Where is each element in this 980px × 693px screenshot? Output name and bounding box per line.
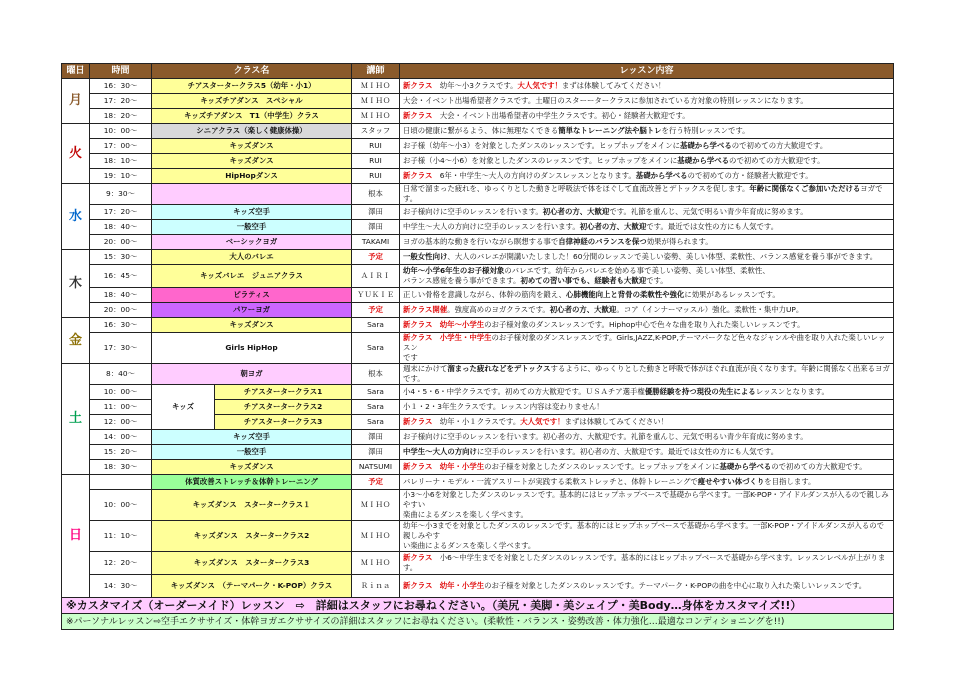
time-cell: 17：00～	[90, 139, 152, 154]
instructor-cell: Sara	[352, 333, 400, 364]
lesson-text: 基礎から学べる	[677, 156, 730, 165]
time-cell: 17：30～	[90, 333, 152, 364]
lesson-text: 週末にかけて	[403, 364, 448, 373]
lesson-description	[400, 364, 894, 385]
footer-personal-lesson: ※パーソナルレッスン⇨空手エクササイズ・体幹ヨガエクササイズの詳細はスタッフにお尋ねください。(柔軟性・バランス・姿勢改善・体力強化…最適なコンディショニングを!!)	[62, 614, 894, 630]
table-row	[62, 109, 894, 124]
instructor-cell: 澤田	[352, 430, 400, 445]
instructor-cell: 予定	[352, 475, 400, 490]
lesson-text: 幼年・小学生	[439, 462, 485, 471]
time-cell: 19：10～	[90, 169, 152, 184]
lesson-text: 小3～小6を対象としたダンスのレッスンです。基本的にはヒップホップベースで基礎から学べます。一部K-POP・アイドルダンスが入るので親しみやすい	[403, 490, 889, 509]
lesson-text: 新クラス	[403, 320, 433, 329]
lesson-text: 新クラス	[403, 111, 433, 120]
lesson-text: 簡単なトレーニング法や脳トレ	[558, 126, 662, 135]
time-cell: 16：45～	[90, 265, 152, 288]
lesson-description	[400, 109, 894, 124]
lesson-text: バレリーナ・モデル・一流アスリートが実践する柔軟ストレッチと、体幹トレーニングで	[403, 477, 698, 486]
lesson-text: のバレエです。幼年からバレエを始める事で美しい姿勢、美しい体型、柔軟性、	[504, 266, 770, 275]
lesson-text: ので初めての方大歓迎です。	[771, 462, 867, 471]
lesson-description	[400, 400, 894, 415]
instructor-cell: TAKAMI	[352, 235, 400, 250]
class-name: チアスタータークラス2	[215, 400, 351, 415]
lesson-description	[400, 169, 894, 184]
day-cell-thu: 木	[62, 250, 90, 318]
time-cell: 20：00～	[90, 235, 152, 250]
lesson-text: 、大人のバレエが開講いたしました！60分間のレッスンで美しい姿勢、美しい体型、柔軟性、バランス感覚を養う事ができます。	[447, 252, 878, 261]
lesson-description	[400, 288, 894, 303]
day-cell-fri: 金	[62, 318, 90, 364]
lesson-description	[400, 235, 894, 250]
lesson-text: 幼年～小学6年生のお子様対象	[403, 266, 505, 275]
class-name: キッズ空手	[152, 430, 352, 445]
lesson-description	[400, 94, 894, 109]
lesson-text: です。最近では女性の方にも人気です。	[646, 222, 779, 231]
class-name: チアスタータークラス5（幼年・小1）	[152, 79, 352, 94]
lesson-text: 効果が得られます。	[646, 237, 713, 246]
lesson-text: 幼年～小3クラスです。	[432, 81, 518, 90]
lesson-text	[432, 462, 439, 471]
time-cell: 14：00～	[90, 430, 152, 445]
day-cell-tue: 火	[62, 124, 90, 184]
instructor-cell: NATSUMI	[352, 460, 400, 475]
time-cell: 18：10～	[90, 154, 152, 169]
lesson-description	[400, 430, 894, 445]
instructor-cell: Sara	[352, 415, 400, 430]
instructor-cell: ＹＵＫＩＥ	[352, 288, 400, 303]
table-row	[62, 169, 894, 184]
lesson-text: 。強度高めのヨガクラスです。	[447, 305, 550, 314]
lesson-text: 大人気です！	[517, 81, 562, 90]
table-row	[62, 154, 894, 169]
table-row	[62, 521, 894, 552]
class-name: ピラティス	[152, 288, 352, 303]
lesson-text: です	[403, 353, 418, 362]
table-row	[62, 94, 894, 109]
lesson-description	[400, 303, 894, 318]
table-row	[62, 475, 894, 490]
class-name	[152, 184, 352, 205]
class-name: キッズチアダンス スペシャル	[152, 94, 352, 109]
lesson-text: 6年・中学生～大人の方向けのダンスレッスンとなります。	[432, 171, 636, 180]
table-row	[62, 364, 894, 385]
class-name: キッズバレエ ジュニアクラス	[152, 265, 352, 288]
lesson-text: のお子様対象のダンスレッスンです。Girls,JAZZ,K-POP,テーマパークなど色々なジャンルや曲を取り入れた楽しいレッスン	[403, 333, 886, 352]
lesson-text: 基礎から学べる	[635, 171, 688, 180]
table-row	[62, 490, 894, 521]
lesson-text: まずは体験してみてください！	[561, 81, 666, 90]
table-row	[62, 575, 894, 598]
time-cell: 12：00～	[90, 415, 152, 430]
instructor-cell: スタッフ	[352, 124, 400, 139]
lesson-text: 小6～中学生までを対象としたダンスのレッスンです。基本的にはヒップホップベースで基礎から学べます。レッスンレベルが上がります。	[403, 553, 886, 572]
time-cell	[90, 475, 152, 490]
lesson-text: ので初めての方大歓迎です。	[731, 141, 828, 150]
class-name: 一般空手	[152, 220, 352, 235]
lesson-text: 幼年～小3までを対象としたダンスのレッスンです。基本的にはヒップホップベースで基礎から学べます。一部K-POP・アイドルダンスが入るので親しみやす	[403, 521, 884, 540]
schedule-table	[61, 63, 894, 630]
class-name: 体質改善ストレッチ＆体幹トレーニング	[152, 475, 352, 490]
instructor-cell: 根本	[352, 364, 400, 385]
lesson-description	[400, 575, 894, 598]
lesson-text: 一般女性向け	[403, 252, 448, 261]
table-row	[62, 250, 894, 265]
lesson-description	[400, 490, 894, 521]
lesson-text: に空手のレッスンを行います。初心者の方、大歓迎です。最近では女性の方にも人気です。	[476, 447, 779, 456]
lesson-description	[400, 385, 894, 400]
lesson-description	[400, 79, 894, 94]
lesson-text: 心肺機能向上と背骨の柔軟性や強化	[566, 290, 685, 299]
time-cell: 18：20～	[90, 109, 152, 124]
lesson-text: ヨガの基本的な動きを行いながら瞑想する事で	[403, 237, 559, 246]
class-name: Girls HipHop	[152, 333, 352, 364]
lesson-text: 溜まった疲れなどをデトックス	[447, 364, 551, 373]
lesson-description	[400, 154, 894, 169]
class-name: キッズダンス	[152, 154, 352, 169]
time-cell: 20：00～	[90, 303, 152, 318]
class-name: シニアクラス（楽しく健康体操）	[152, 124, 352, 139]
lesson-text: 年齢に関係なくご参加いただける	[749, 184, 861, 193]
lesson-text: 基礎から学べる	[679, 141, 732, 150]
header-day: 曜日	[62, 64, 90, 79]
table-row	[62, 139, 894, 154]
lesson-text: 大会・イベント出場希望者の中学生クラスです。初心・経験者大歓迎です。	[432, 111, 690, 120]
instructor-cell: Ｒｉｎａ	[352, 575, 400, 598]
lesson-text: 初めての習い事でも、経験者も大歓迎	[520, 276, 647, 285]
lesson-text: のお子様を対象としたダンスのレッスンです。ヒップホップをメインに	[484, 462, 720, 471]
lesson-text: 新クラス	[403, 462, 433, 471]
schedule-sheet	[61, 63, 893, 630]
class-name: チアスタータークラス1	[215, 385, 351, 400]
lesson-text: 新クラス	[403, 333, 433, 342]
lesson-text: を目指します。	[764, 477, 816, 486]
lesson-text: 小4・5・6・中学クラスです。初めての方大歓迎です。ＵＳＡチア選手権	[403, 387, 645, 396]
lesson-text: 初心者の方、大歓迎	[549, 305, 617, 314]
lesson-description	[400, 445, 894, 460]
lesson-text: い楽曲によるダンスを楽しく学べます。	[403, 541, 536, 550]
instructor-cell: 予定	[352, 250, 400, 265]
instructor-cell: Sara	[352, 400, 400, 415]
class-name: 朝ヨガ	[152, 364, 352, 385]
table-row	[62, 430, 894, 445]
time-cell: 10：00～	[90, 490, 152, 521]
table-row	[62, 385, 894, 400]
lesson-description	[400, 184, 894, 205]
lesson-description	[400, 415, 894, 430]
header-lesson: レッスン内容	[400, 64, 894, 79]
table-row	[62, 288, 894, 303]
table-row	[62, 445, 894, 460]
lesson-text: 自律神経のバランスを保つ	[558, 237, 647, 246]
lesson-text: のお子様を対象としたダンスのレッスンです。テーマパーク・K-POPの曲を中心に取り入れた楽しいレッスンです。	[484, 581, 867, 590]
lesson-description	[400, 333, 894, 364]
class-name: キッズチアダンス T1（中学生）クラス	[152, 109, 352, 124]
kids-group-label: キッズ	[152, 385, 215, 429]
time-cell: 12：20～	[90, 552, 152, 575]
time-cell: 17：20～	[90, 94, 152, 109]
instructor-cell: RUI	[352, 139, 400, 154]
lesson-description	[400, 205, 894, 220]
table-row	[62, 265, 894, 288]
instructor-cell: RUI	[352, 169, 400, 184]
lesson-text: 基礎から学べる	[719, 462, 772, 471]
lesson-text: 楽曲によるダンスを楽しく学べます。	[403, 510, 528, 519]
lesson-text: ヨガです。	[403, 184, 883, 203]
footer-custom-lesson: ※カスタマイズ（オーダーメイド）レッスン ⇨ 詳細はスタッフにお尋ねください。（美尻・美脚・美シェイプ・美Body…身体をカスタマイズ!!）	[62, 598, 894, 614]
lesson-description	[400, 460, 894, 475]
time-cell: 11：00～	[90, 400, 152, 415]
class-name: キッズ空手	[152, 205, 352, 220]
lesson-text: です。	[646, 276, 668, 285]
lesson-text: 大人気です！	[520, 417, 565, 426]
time-cell: 15：20～	[90, 445, 152, 460]
lesson-description	[400, 124, 894, 139]
header-instructor: 講師	[352, 64, 400, 79]
lesson-description	[400, 521, 894, 552]
table-row	[62, 552, 894, 575]
instructor-cell: 澤田	[352, 445, 400, 460]
class-name: 一般空手	[152, 445, 352, 460]
instructor-cell: ＭＩＨＯ	[352, 94, 400, 109]
lesson-text: 正しい骨格を意識しながら、体幹の筋肉を鍛え、	[403, 290, 567, 299]
class-name: キッズダンス	[152, 139, 352, 154]
instructor-cell: 根本	[352, 184, 400, 205]
time-cell: 10：00～	[90, 124, 152, 139]
instructor-cell: 澤田	[352, 220, 400, 235]
lesson-text: 。コア（インナーマッスル）強化。柔軟性・集中力UP。	[616, 305, 804, 314]
lesson-text: 大会・イベント出場希望者クラスです。土曜日のスターータークラスに参加されている方対象の特別レッスンになります。	[403, 96, 808, 105]
class-name: ベーシックヨガ	[152, 235, 352, 250]
lesson-description	[400, 475, 894, 490]
instructor-cell: ＭＩＨＯ	[352, 490, 400, 521]
table-row	[62, 235, 894, 250]
lesson-text: レッスンとなります。	[755, 387, 829, 396]
class-name: キッズダンス （テーマパーク・K-POP）クラス	[152, 575, 352, 598]
lesson-text: バランス感覚を養う事ができます。	[403, 276, 521, 285]
time-cell: 16：30～	[90, 318, 152, 333]
class-name: キッズダンス スタータークラス１	[152, 490, 352, 521]
lesson-text: 日頃の健康に繋がるよう、体に無理なくできる	[403, 126, 559, 135]
time-cell: 18：40～	[90, 220, 152, 235]
table-row	[62, 303, 894, 318]
lesson-text: 新クラス	[403, 553, 433, 562]
lesson-text: 新クラス	[403, 81, 433, 90]
header-time: 時間	[90, 64, 152, 79]
lesson-text: 新クラス	[403, 171, 433, 180]
table-row	[62, 124, 894, 139]
lesson-text	[432, 320, 439, 329]
lesson-text: まずは体験してみてください！	[564, 417, 669, 426]
table-row	[62, 333, 894, 364]
lesson-description	[400, 139, 894, 154]
lesson-text: 中学生～大人の方向け	[403, 447, 477, 456]
table-row	[62, 79, 894, 94]
instructor-cell: ＭＩＨＯ	[352, 521, 400, 552]
lesson-text: 幼年・小学生	[439, 581, 485, 590]
lesson-text: 幼年・小１クラスです。	[432, 417, 521, 426]
instructor-cell: ＭＩＨＯ	[352, 79, 400, 94]
lesson-text: ので初めての方大歓迎です。	[729, 156, 825, 165]
lesson-text: 優勝経験を持つ現役の先生による	[644, 387, 756, 396]
class-name: キッズダンス スタータークラス3	[152, 552, 352, 575]
header-row	[62, 64, 894, 79]
table-row	[62, 318, 894, 333]
lesson-text: を行う特別レッスンです。	[661, 126, 750, 135]
time-cell: 18：30～	[90, 460, 152, 475]
time-cell: 14：30～	[90, 575, 152, 598]
instructor-cell: 予定	[352, 303, 400, 318]
time-cell: 17：20～	[90, 205, 152, 220]
lesson-text: 新クラス	[403, 417, 433, 426]
lesson-text: お子様（幼年～小3）を対象としたダンスのレッスンです。ヒップホップをメインに	[403, 141, 680, 150]
lesson-description	[400, 220, 894, 235]
lesson-text: お子様（小4～小6）を対象としたダンスのレッスンです。ヒップホップをメインに	[403, 156, 678, 165]
lesson-text: 初心者の方、大歓迎	[579, 222, 647, 231]
class-name: キッズダンス	[152, 460, 352, 475]
time-cell: 8：40～	[90, 364, 152, 385]
instructor-cell: ＭＩＨＯ	[352, 552, 400, 575]
instructor-cell: ＡＩＲＩ	[352, 265, 400, 288]
table-row	[62, 220, 894, 235]
day-cell-mon: 月	[62, 79, 90, 124]
class-name: パワーヨガ	[152, 303, 352, 318]
lesson-text: 新クラス開催	[403, 305, 448, 314]
instructor-cell: ＭＩＨＯ	[352, 109, 400, 124]
class-name: HipHopダンス	[152, 169, 352, 184]
class-name: 大人のバレエ	[152, 250, 352, 265]
table-row	[62, 205, 894, 220]
time-cell: 16：30～	[90, 79, 152, 94]
lesson-text: 日常で溜まった疲れを、ゆっくりとした動きと呼吸法で体をほぐして血流改善とデトックスを促します。	[403, 184, 750, 193]
lesson-text: お子様向けに空手のレッスンを行います。	[403, 207, 543, 216]
time-cell: 9：30～	[90, 184, 152, 205]
class-name: チアスタータークラス3	[215, 415, 351, 429]
lesson-text: のお子様対象のダンスレッスンです。Hiphop中心で色々な曲を取り入れた楽しいレッスンです。	[484, 320, 805, 329]
lesson-description	[400, 250, 894, 265]
lesson-text: 初心者の方、大歓迎	[542, 207, 610, 216]
lesson-text: するように、ゆっくりとした動きと呼吸で体がほぐれ血流が良くなります。年齢に関係なく出来るヨガです。	[403, 364, 890, 383]
time-cell: 18：40～	[90, 288, 152, 303]
lesson-description	[400, 265, 894, 288]
table-row	[62, 460, 894, 475]
time-cell: 15：30～	[90, 250, 152, 265]
instructor-cell: RUI	[352, 154, 400, 169]
lesson-text: 幼年～小学生	[439, 320, 485, 329]
lesson-text: 新クラス	[403, 581, 433, 590]
instructor-cell: Sara	[352, 385, 400, 400]
time-cell: 10：00～	[90, 385, 152, 400]
day-cell-sun: 日	[62, 475, 90, 598]
table-row	[62, 184, 894, 205]
lesson-text: 小１・2・3年生クラスです。レッスン内容は変わりません！	[403, 402, 604, 411]
lesson-text: です。礼節を重んじ、元気で明るい青少年育成に努めます。	[609, 207, 808, 216]
day-cell-wed: 水	[62, 184, 90, 250]
lesson-text	[432, 581, 439, 590]
day-cell-sat: 土	[62, 364, 90, 475]
lesson-description	[400, 318, 894, 333]
lesson-text: 小学生・中学生	[439, 333, 492, 342]
lesson-text	[432, 333, 439, 342]
instructor-cell: Sara	[352, 318, 400, 333]
lesson-text: 中学生～大人の方向けに空手のレッスンを行います。	[403, 222, 580, 231]
lesson-text: 痩せやすい体づくり	[697, 477, 765, 486]
class-name: キッズダンス	[152, 318, 352, 333]
lesson-text: お子様向けに空手のレッスンを行います。初心者の方、大歓迎です。礼節を重んじ、元気で明るい青少年育成に努めます。	[403, 432, 808, 441]
class-name: キッズダンス スタータークラス2	[152, 521, 352, 552]
lesson-description	[400, 552, 894, 575]
kids-group-cell	[152, 385, 352, 430]
header-class: クラス名	[152, 64, 352, 79]
instructor-cell: 澤田	[352, 205, 400, 220]
time-cell: 11：10～	[90, 521, 152, 552]
lesson-text: ので初めての方・経験者大歓迎です。	[687, 171, 813, 180]
lesson-text: に効果があるレッスンです。	[684, 290, 780, 299]
